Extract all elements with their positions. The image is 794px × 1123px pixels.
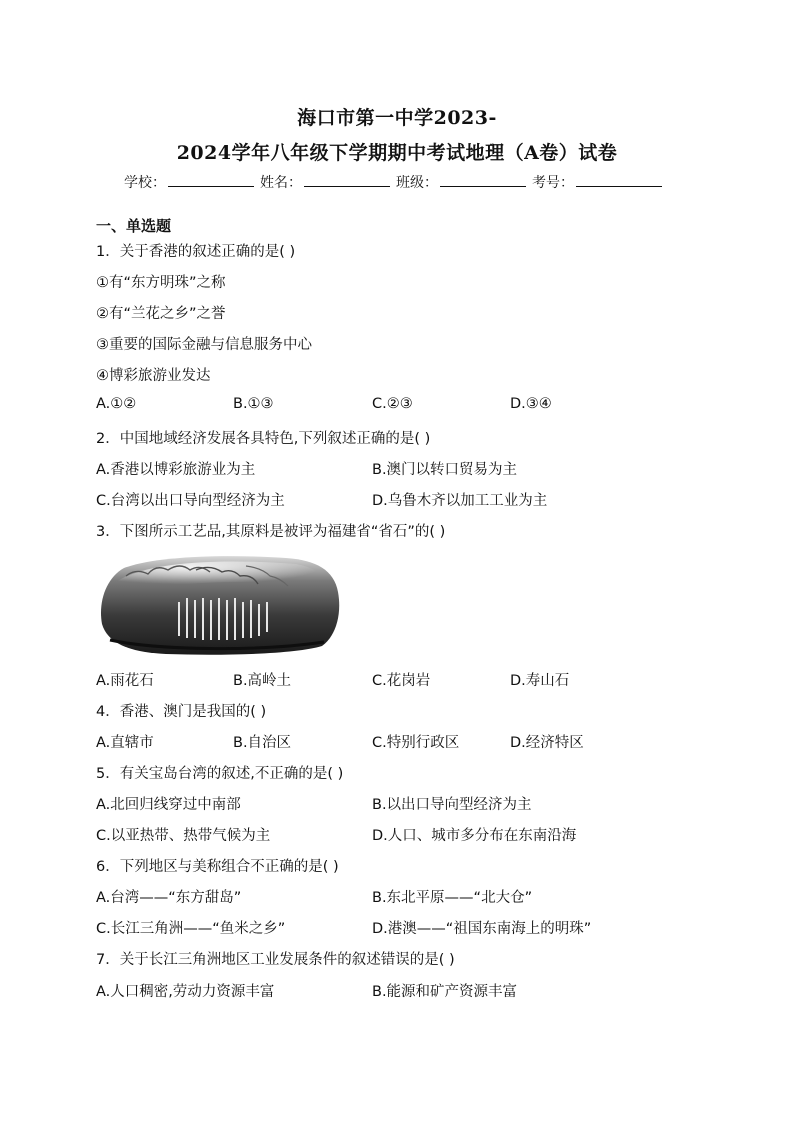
- class-label: 班级：: [396, 175, 438, 191]
- question-7-stem: 7．关于长江三角洲地区工业发展条件的叙述错误的是( ): [96, 952, 455, 968]
- question-1-option-a[interactable]: A.①②: [96, 396, 137, 412]
- question-1-option-b[interactable]: B.①③: [233, 396, 274, 412]
- name-label: 姓名：: [260, 175, 302, 191]
- question-2-option-c[interactable]: C.台湾以出口导向型经济为主: [96, 493, 285, 509]
- question-5-option-a[interactable]: A.北回归线穿过中南部: [96, 797, 241, 813]
- question-6-option-a[interactable]: A.台湾——“东方甜岛”: [96, 890, 242, 906]
- question-6-option-b[interactable]: B.东北平原——“北大仓”: [372, 890, 533, 906]
- question-1-statement-1: ①有“东方明珠”之称: [96, 275, 226, 291]
- exam-title-line2: 2024学年八年级下学期期中考试地理（A卷）试卷: [176, 142, 618, 164]
- question-2-option-b[interactable]: B.澳门以转口贸易为主: [372, 462, 518, 478]
- question-5-stem: 5．有关宝岛台湾的叙述,不正确的是( ): [96, 766, 344, 782]
- question-5-option-d[interactable]: D.人口、城市多分布在东南沿海: [372, 828, 577, 844]
- question-3-option-d[interactable]: D.寿山石: [510, 673, 570, 689]
- question-1-stem: 1．关于香港的叙述正确的是( ): [96, 244, 296, 260]
- school-blank[interactable]: [168, 172, 254, 187]
- question-2-stem: 2．中国地域经济发展各具特色,下列叙述正确的是( ): [96, 431, 431, 447]
- question-4-stem: 4．香港、澳门是我国的( ): [96, 704, 267, 720]
- question-6-option-d[interactable]: D.港澳——“祖国东南海上的明珠”: [372, 921, 592, 937]
- question-1-option-d[interactable]: D.③④: [510, 396, 552, 412]
- question-1-statement-2: ②有“兰花之乡”之誉: [96, 306, 226, 322]
- question-4-option-d[interactable]: D.经济特区: [510, 735, 584, 751]
- question-4-option-b[interactable]: B.自治区: [233, 735, 292, 751]
- question-1-statement-4: ④博彩旅游业发达: [96, 368, 211, 384]
- question-7-option-b[interactable]: B.能源和矿产资源丰富: [372, 984, 518, 1000]
- question-2-option-d[interactable]: D.乌鲁木齐以加工工业为主: [372, 493, 548, 509]
- exam-number-label: 考号：: [532, 175, 574, 191]
- question-2-option-a[interactable]: A.香港以博彩旅游业为主: [96, 462, 256, 478]
- section-heading: 一、单选题: [96, 217, 172, 235]
- question-6-option-c[interactable]: C.长江三角洲——“鱼米之乡”: [96, 921, 286, 937]
- name-blank[interactable]: [304, 172, 390, 187]
- question-4-option-a[interactable]: A.直辖市: [96, 735, 154, 751]
- question-3-option-c[interactable]: C.花岗岩: [372, 673, 431, 689]
- student-info-row: [124, 172, 684, 192]
- question-6-stem: 6．下列地区与美称组合不正确的是( ): [96, 859, 339, 875]
- question-5-option-c[interactable]: C.以亚热带、热带气候为主: [96, 828, 271, 844]
- exam-title-line1: 海口市第一中学2023-: [297, 107, 497, 129]
- class-blank[interactable]: [440, 172, 526, 187]
- question-7-option-a[interactable]: A.人口稠密,劳动力资源丰富: [96, 984, 275, 1000]
- question-3-option-b[interactable]: B.高岭土: [233, 673, 292, 689]
- question-1-option-c[interactable]: C.②③: [372, 396, 413, 412]
- exam-number-blank[interactable]: [576, 172, 662, 187]
- question-5-option-b[interactable]: B.以出口导向型经济为主: [372, 797, 532, 813]
- question-1-statement-3: ③重要的国际金融与信息服务中心: [96, 337, 312, 353]
- question-4-option-c[interactable]: C.特别行政区: [372, 735, 460, 751]
- carved-stone-image: [96, 552, 342, 656]
- question-3-stem: 3．下图所示工艺品,其原料是被评为福建省“省石”的( ): [96, 524, 446, 540]
- school-label: 学校：: [124, 175, 166, 191]
- question-3-option-a[interactable]: A.雨花石: [96, 673, 154, 689]
